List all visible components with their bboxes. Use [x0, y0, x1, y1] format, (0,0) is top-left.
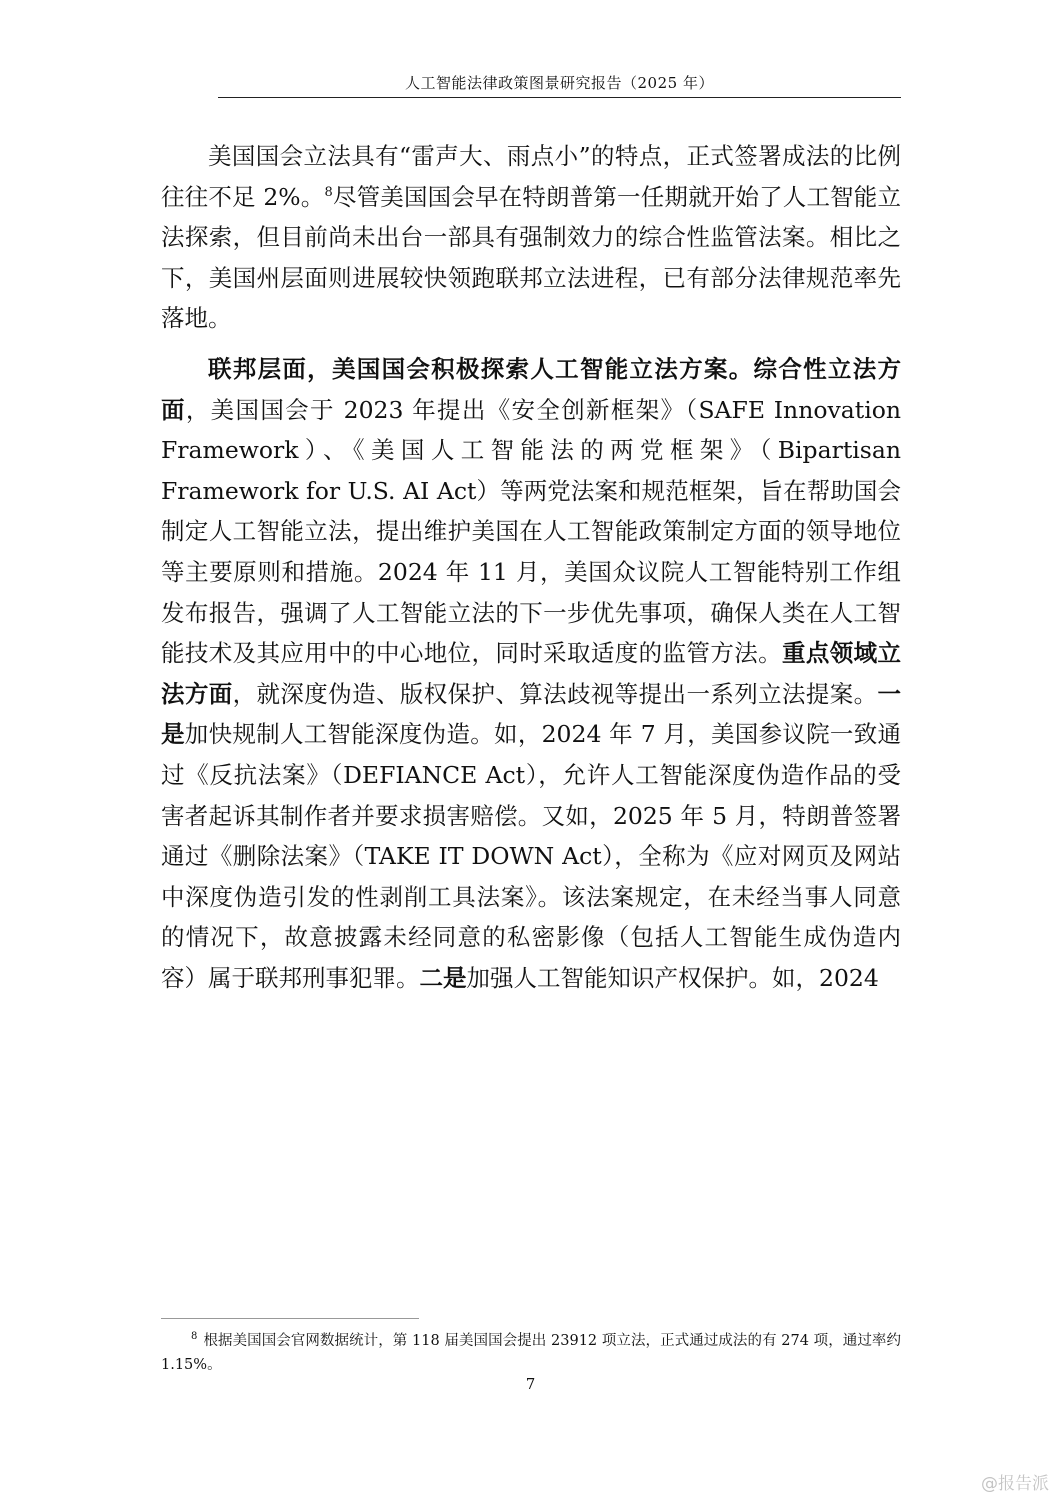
paragraph-2-bold-heading: 联邦层面，美国国会积极探索人工智能立法方案。综合性立法方面 [161, 354, 901, 424]
running-header: 人工智能法律政策图景研究报告（2025 年） [218, 72, 901, 98]
paragraph-2-bold-key-areas: 重点领域立法方面 [161, 639, 902, 708]
paragraph-2 [161, 349, 901, 999]
paragraph-2-text-2: ，就深度伪造、版权保护、算法歧视等提出一系列立法提案。 [232, 679, 878, 708]
footnote-mark: 8 [191, 1331, 198, 1343]
footnote-reference[interactable]: 8 [324, 184, 333, 200]
paragraph-2-text-1: ，美国国会于 2023 年提出《安全创新框架》（SAFE Innovation Framework）、《美国人工智能法的两党框架》（Bipartisan Framework for U.S. AI Act）等两党法案和规范框架，旨在帮助国会制定人工智能立法，提出维护美国在人工智能政策制定方面的领导地位等主要原则和措施。2024 年 11 月，美国众议院人工智能特别工作组发布报告，强调了人工智能立法的下一步优先事项，确保人类在人工智能技术及其应用中的中心地位，同时采取适度的监管方法。 [161, 395, 902, 668]
watermark: @报告派 [981, 1474, 1049, 1494]
paragraph-2-text-4: 加强人工智能知识产权保护。如，2024 [466, 963, 879, 992]
paragraph-2-text-3: 加快规制人工智能深度伪造。如，2024 年 7 月，美国参议院一致通过《反抗法案》（DEFIANCE Act），允许人工智能深度伪造作品的受害者起诉其制作者并要求损害赔偿。又如，2025 年 5 月，特朗普签署通过《删除法案》（TAKE IT DOWN Act），全称为《应对网页及网站中深度伪造引发的性剥削工具法案》。该法案规定，在未经当事人同意的情况下，故意披露未经同意的私密影像（包括人工智能生成伪造内容）属于联邦刑事犯罪。 [161, 720, 902, 992]
page-number: 7 [525, 1375, 536, 1393]
paragraph-2-bold-second: 二是 [419, 963, 467, 992]
body-text [161, 136, 901, 1008]
footnote-text: 根据美国国会官网数据统计，第 118 届美国国会提出 23912 项立法，正式通过成法的有 274 项，通过率约 1.15%。 [161, 1333, 901, 1373]
paragraph-1 [161, 136, 901, 339]
paragraph-1-text-a: 美国国会立法具有“雷声大、雨点小”的特点，正式签署成法的比例往往不足 2%。 [161, 142, 901, 211]
paragraph-2-bold-first: 一是 [161, 679, 902, 749]
paragraph-1-text-b: 尽管美国国会早在特朗普第一任期就开始了人工智能立法探索，但目前尚未出台一部具有强制效力的综合性监管法案。相比之下，美国州层面则进展较快领跑联邦立法进程，已有部分法律规范率先落地。 [161, 182, 901, 333]
footnote [161, 1329, 901, 1377]
footnote-divider [161, 1318, 419, 1319]
